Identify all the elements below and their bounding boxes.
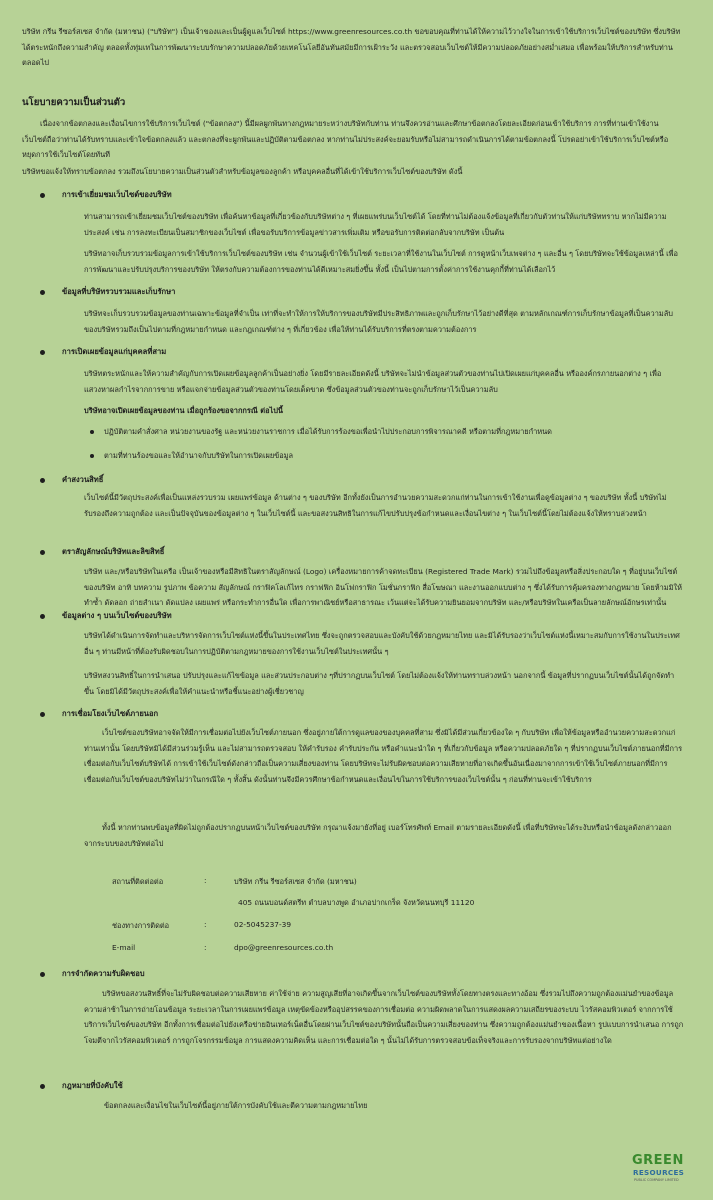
terms-paragraph: เนื่องจากข้อตกลงและเงื่อนไขการใช้บริการเว็บไซต์ ("ข้อตกลง") นี้มีผลผูกพันทางกฎหมายระหว่างบริษัทกับท่าน ท่านจึงควรอ่านและศึกษาข้อตกลงโดยละเอียดก่อนเข้าใช้บริการ การที่ท่านเข้าใช้งานเว็บไซต์ถือว่าท่านได้รับทราบและเข้าใจข้อตกลงแล้ว และตกลงที่จะผูกพันและปฏิบัติตามข้อตกลง หากท่านไม่ประสงค์จะยอมรับหรือไม่สามารถดำเนินการได้ตามข้อตกลงนี้ โปรดอย่าเข้าใช้บริการเว็บไซต์หรือหยุดการใช้เว็บไซต์โดยทันที	[22, 119, 669, 160]
section-title-visiting: การเข้าเยี่ยมชมเว็บไซต์ของบริษัท	[62, 190, 172, 199]
disclosure-item: ปฏิบัติตามคำสั่งศาล หน่วยงานของรัฐ และหน่วยงานราชการ เมื่อได้รับการร้องขอเพื่อนำไปประกอบการพิจารณาคดี หรือตามที่กฎหมายกำหนด	[104, 427, 552, 436]
section-title-disclosure: การเปิดเผยข้อมูลแก่บุคคลที่สาม	[62, 347, 167, 356]
section-visiting-text-2: บริษัทอาจเก็บรวบรวมข้อมูลการเข้าใช้บริการเว็บไซต์ของบริษัท เช่น จำนวนผู้เข้าใช้เว็บไซต์ ระยะเวลาที่ใช้งานในเว็บไซต์ การดูหน้าเว็บเพจต่าง ๆ และอื่น ๆ โดยบริษัทจะใช้ข้อมูลเหล่านี้ เพื่อการพัฒนาและปรับปรุงบริการของบริษัท ให้ตรงกับความต้องการของท่านได้ดีเหมาะสมยิ่งขึ้น ทั้งนี้ เป็นไปตามการตั้งค่าการใช้งานคุกกี้ที่ท่านได้เลือกไว้	[84, 249, 678, 274]
section-title-external-links: การเชื่อมโยงเว็บไซต์ภายนอก	[62, 709, 159, 718]
logo-wordmark: GREEN	[632, 1153, 684, 1168]
section-title-trademark: ตราสัญลักษณ์บริษัทและลิขสิทธิ์	[62, 547, 165, 556]
section-title-data-collected: ข้อมูลที่บริษัทรวบรวมและเก็บรักษา	[62, 287, 176, 296]
section-disclaimer-text: เว็บไซต์นี้มีวัตถุประสงค์เพื่อเป็นแหล่งรวบรวม เผยแพร่ข้อมูล ด้านต่าง ๆ ของบริษัท อีกทั้งยังเป็นการอำนวยความสะดวกแก่ท่านในการเข้าใช้งานเพื่อดูข้อมูลต่าง ๆ ของบริษัท ทั้งนี้ บริษัทไม่รับรองถึงความถูกต้อง และเป็นปัจจุบันของข้อมูลต่าง ๆ ในเว็บไซต์นี้ และขอสงวนสิทธิในการแก้ไขปรับปรุงข้อกำหนดและเงื่อนไขต่าง ๆ ในเว็บไซต์นี้โดยไม่ต้องแจ้งให้ทราบล่วงหน้า	[84, 493, 667, 518]
disclosure-item: ตามที่ท่านร้องขอและให้อำนาจกับบริษัทในการเปิดเผยข้อมูล	[104, 451, 294, 460]
section-external-links-text-1: เว็บไซต์ของบริษัทอาจจัดให้มีการเชื่อมต่อไปยังเว็บไซต์ภายนอก ซึ่งอยู่ภายใต้การดูแลของของบุคคลที่สาม ซึ่งมิได้มีส่วนเกี่ยวข้องใด ๆ กับบริษัท เพื่อให้ข้อมูลหรืออำนวยความสะดวกแก่ท่านเท่านั้น โดยบริษัทมิได้มีส่วนร่วมรู้เห็น และไม่สามารถตรวจสอบ ให้คำรับรอง คำรับประกัน หรือคำแนะนำใด ๆ ที่เกี่ยวกับข้อมูล หรือความปลอดภัยใด ๆ ที่ปรากฏบนเว็บไซต์ภายนอกที่มีการเชื่อมต่อกับเว็บไซต์บริษัทได้ การเข้าใช้เว็บไซต์ดังกล่าวถือเป็นความเสี่ยงของท่าน โดยบริษัทจะไม่รับผิดชอบต่อความเสียหายที่อาจเกิดขึ้นอันเนื่องมาจากการเข้าใช้เว็บไซต์ภายนอกที่มีการเชื่อมต่อกับเว็บไซต์ของบริษัทไม่ว่าในกรณีใด ๆ ทั้งสิ้น ดังนั้นท่านจึงมีควรศึกษาข้อกำหนดและเงื่อนไขในการใช้บริการของเว็บไซต์นั้น ๆ ก่อนที่ท่านจะเข้าใช้บริการ	[84, 728, 683, 784]
section-limitation-text: บริษัทขอสงวนสิทธิ์ที่จะไม่รับผิดชอบต่อความเสียหาย ค่าใช้จ่าย ความสูญเสียที่อาจเกิดขึ้นจากเว็บไซต์ของบริษัททั้งโดยทางตรงและทางอ้อม ซึ่งรวมไปถึงความถูกต้องแม่นยำของข้อมูล ความล่าช้าในการถ่ายโอนข้อมูล ระยะเวลาในการเผยแพร่ข้อมูล เหตุขัดข้องหรืออุปสรรคของการเชื่อมต่อ ความผิดพลาดในการแสดงผลความเสถียรของระบบ ไวรัสคอมพิวเตอร์ จากการใช้บริการเว็บไซต์ของบริษัท อีกทั้งการเชื่อมต่อไปยังเครือข่ายอินเทอร์เน็ตอื่นโดยผ่านเว็บไซต์ของบริษัทนั้นถือเป็นความเสี่ยงของท่าน ซึ่งความถูกต้องแม่นยำของเนื้อหา รูปแบบการนำเสนอ การถูกโจมตีจากไวรัสคอมพิวเตอร์ การถูกโจรกรรมข้อมูล การแสดงความคิดเห็น และการเชื่อมต่อใด ๆ นั้นไม่ได้รับการตรวจสอบข้อเท็จจริงและการรับรองจากบริษัทแต่อย่างใด	[84, 989, 684, 1045]
disclosure-subtitle: บริษัทอาจเปิดเผยข้อมูลของท่าน เมื่อถูกร้องขอจากกรณี ต่อไปนี้	[84, 406, 283, 415]
section-title-limitation: การจำกัดความรับผิดชอบ	[62, 969, 145, 978]
contact-colon: :	[204, 876, 207, 885]
contact-email-link[interactable]: dpo@greenresources.co.th	[234, 943, 334, 952]
contact-company-name: บริษัท กรีน รีซอร์สเซส จำกัด (มหาชน)	[234, 877, 357, 886]
section-website-info-text-2: บริษัทสงวนสิทธิ์ในการนำเสนอ ปรับปรุงและแก้ไขข้อมูล และส่วนประกอบต่าง ๆที่ปรากฏบนเว็บไซต์ โดยไม่ต้องแจ้งให้ท่านทราบล่วงหน้า นอกจากนี้ ข้อมูลที่ปรากฏบนเว็บไซต์นั้นได้ถูกจัดทำขึ้น โดยมิได้มีวัตถุประสงค์เพื่อให้คำแนะนำหรือชี้แนะอย่างผู้เชี่ยวชาญ	[84, 671, 675, 696]
section-data-collected-text: บริษัทจะเก็บรวบรวมข้อมูลของท่านเฉพาะข้อมูลที่จำเป็น เท่าที่จะทำให้การให้บริการของบริษัทมีประสิทธิภาพและถูกเก็บรักษาไว้อย่างดีที่สุด ตามหลักเกณฑ์การเก็บรักษาข้อมูลที่เป็นความลับของบริษัทรวมถึงเป็นไปตามที่กฎหมายกำหนด และกฎเกณฑ์ต่าง ๆ ที่เกี่ยวข้อง เพื่อให้ท่านได้รับบริการที่ตรงตามความต้องการ	[84, 309, 673, 334]
contact-address-label: สถานที่ติดต่อต่อ	[112, 877, 164, 886]
section-governing-law-text: ข้อตกลงและเงื่อนไขในเว็บไซต์นี้อยู่ภายใต้การบังคับใช้และตีความตามกฎหมายไทย	[104, 1101, 368, 1110]
section-external-links-text-2: ทั้งนี้ หากท่านพบข้อมูลที่ผิดไม่ถูกต้องปรากฏบนหน้าเว็บไซต์ของบริษัท กรุณาแจ้งมายังที่อยู่ เบอร์โทรศัพท์ Email ตามรายละเอียดดังนี้ เพื่อที่บริษัทจะได้ระงับหรือนำข้อมูลดังกล่าวออกจากระบบของบริษัทต่อไป	[84, 823, 672, 848]
section-title-website-info: ข้อมูลต่าง ๆ บนเว็บไซต์ของบริษัท	[62, 611, 172, 620]
section-website-info-text-1: บริษัทได้ดำเนินการจัดทำและบริหารจัดการเว็บไซต์แห่งนี้ขึ้นในประเทศไทย ซึ่งจะถูกตรวจสอบและบังคับใช้ด้วยกฎหมายไทย และมิได้รับรองว่าเว็บไซต์แห่งนี้เหมาะสมกับการใช้งานในประเทศอื่น ๆ ท่านมีหน้าที่ต้องรับผิดชอบในการปฏิบัติตามกฎหมายของการใช้งานเว็บไซต์ในประเทศนั้น ๆ	[84, 631, 680, 656]
contact-phone-label: ช่องทางการติดต่อ	[112, 921, 170, 930]
section-disclosure-text: บริษัทตระหนักและให้ความสำคัญกับการเปิดเผยข้อมูลลูกค้าเป็นอย่างยิ่ง โดยมีรายละเอียดดังนี้ บริษัทจะไม่นำข้อมูลส่วนตัวของท่านไปเปิดเผยแก่บุคคลอื่น หรือองค์กรภายนอกต่าง ๆ เพื่อแสวงหาผลกำไรจากการขาย หรือแจกจ่ายข้อมูลส่วนตัวของท่านโดยเด็ดขาด ซึ่งข้อมูลส่วนตัวของท่านจะถูกเก็บรักษาไว้เป็นความลับ	[84, 369, 662, 394]
contact-email-label: E-mail	[112, 943, 136, 952]
page-title: นโยบายความเป็นส่วนตัว	[22, 97, 126, 108]
section-visiting-text-1: ท่านสามารถเข้าเยี่ยมชมเว็บไซต์ของบริษัท เพื่อค้นหาข้อมูลที่เกี่ยวข้องกับบริษัทต่าง ๆ ที่เผยแพร่บนเว็บไซต์ได้ โดยที่ท่านไม่ต้องแจ้งข้อมูลที่เกี่ยวกับตัวท่านให้แก่บริษัททราบ หากไม่มีความประสงค์ เช่น การลงทะเบียนเป็นสมาชิกของเว็บไซต์ เพื่อขอรับบริการข้อมูลข่าวสารเพิ่มเติม หรือขอรับการติดต่อกลับจากบริษัท เป็นต้น	[84, 212, 667, 237]
company-logo	[632, 1153, 692, 1193]
notice-paragraph: บริษัทขอแจ้งให้ทราบข้อตกลง รวมถึงนโยบายความเป็นส่วนตัวสำหรับข้อมูลของลูกค้า หรือบุคคลอื่นที่ได้เข้าใช้บริการเว็บไซต์ของบริษัท ดังนี้	[22, 167, 463, 176]
section-title-governing-law: กฎหมายที่บังคับใช้	[62, 1081, 123, 1090]
contact-colon: :	[204, 943, 207, 952]
section-trademark-text: บริษัท และ/หรือบริษัทในเครือ เป็นเจ้าของหรือมีสิทธิในตราสัญลักษณ์ (Logo) เครื่องหมายการค้าจดทะเบียน (Registered Trade Mark) รวมไปถึงข้อมูลหรือสิ่งประกอบใด ๆ ที่อยู่บนเว็บไซต์ของบริษัท อาทิ บทความ รูปภาพ ข้อความ สัญลักษณ์ กราฟิคโลเก้ไทร กราฟฟิก อินโฟกราฟิก โมชั่นกราฟิก สื่อโฆษณา และงานออกแบบต่าง ๆ ซึ่งได้รับการคุ้มครองทางกฎหมาย โดยห้ามมิให้ ทำซ้ำ ดัดลอก ถ่ายสำเนา ดัดแปลง เผยแพร่ หรือกระทำการอื่นใด เพื่อการพาณิชย์หรือสาธารณะ เว้นแต่จะได้รับความยินยอมจากบริษัท และ/หรือบริษัทในเครือเป็นลายลักษณ์อักษรเท่านั้น	[84, 567, 682, 608]
contact-phone[interactable]: 02-5045237-39	[234, 920, 292, 929]
contact-address: 405 ถนนบอนด์สตรีท ตำบลบางพูด อำเภอปากเกร็ด จังหวัดนนทบุรี 11120	[238, 898, 475, 907]
logo-subline: RESOURCES	[633, 1168, 685, 1177]
contact-colon: :	[204, 920, 207, 929]
section-title-disclaimer: คำสงวนสิทธิ์	[62, 475, 104, 484]
intro-paragraph: บริษัท กรีน รีซอร์สเซส จำกัด (มหาชน) ("บริษัท") เป็นเจ้าของและเป็นผู้ดูแลเว็บไซต์ https://www.greenresources.co.th ขอขอบคุณที่ท่านได้ให้ความไว้วางใจในการเข้าใช้บริการเว็บไซต์ของบริษัท ซึ่งบริษัทได้ตระหนักถึงความสำคัญ ตลอดทั้งทุ่มเทในการพัฒนาระบบรักษาความปลอดภัยด้วยเทคโนโลยีอันทันสมัยมีการเฝ้าระวัง และตรวจสอบเว็บไซต์ให้มีความปลอดภัยอย่างสม่ำเสมอ เพื่อพร้อมให้บริการสำหรับท่านตลอดไป	[22, 27, 681, 68]
logo-tagline: PUBLIC COMPANY LIMITED	[634, 1178, 679, 1182]
